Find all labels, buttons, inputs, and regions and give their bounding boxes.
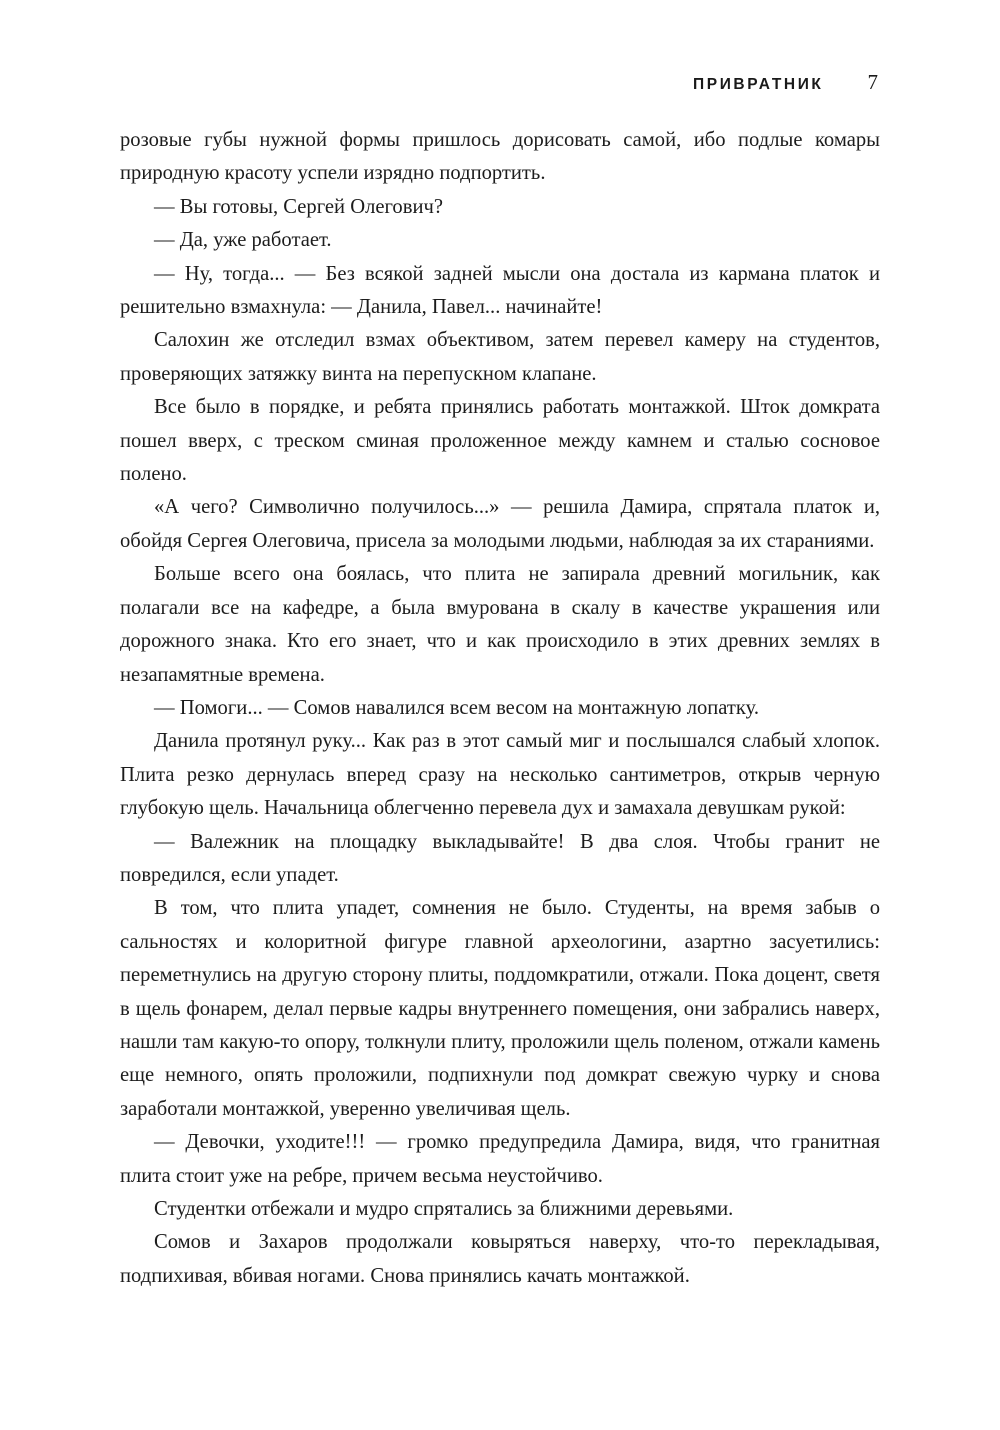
page-number: 7 [867, 70, 878, 94]
running-header [120, 70, 878, 100]
paragraph-continued: розовые губы нужной формы пришлось дорисовать самой, ибо подлые комары природную красоту успели изрядно подпортить. [120, 129, 880, 185]
paragraph: В том, что плита упадет, сомнения не было. Студенты, на время забыв о сальностях и колоритной фигуре главной археологини, азартно засуетились: переметнулись на другую сторону плиты, поддомкратили, отжали. Пока доцент, светя в щель фонарем, делал первые кадры внутреннего помещения, они забрались наверх, нашли там какую-то опору, толкнули плиту, проложили щель поленом, отжали камень еще немного, опять проложили, подпихнули под домкрат свежую чурку и снова заработали монтажкой, уверенно увеличивая щель. [120, 897, 880, 1120]
dialogue-line: — Да, уже работает. [154, 229, 332, 252]
paragraph: Все было в порядке, и ребята принялись работать монтажкой. Шток домкрата пошел вверх, с треском сминая проложенное между камнем и сталью сосновое полено. [120, 396, 880, 486]
paragraph: Салохин же отследил взмах объективом, затем перевел камеру на студентов, проверяющих затяжку винта на перепускном клапане. [120, 329, 880, 385]
paragraph: Сомов и Захаров продолжали ковыряться наверху, что-то перекладывая, подпихивая, вбивая ногами. Снова принялись качать монтажкой. [120, 1231, 880, 1287]
paragraph: Студентки отбежали и мудро спрятались за ближними деревьями. [154, 1198, 734, 1220]
dialogue-line: — Девочки, уходите!!! — громко предупредила Дамира, видя, что гранитная плита стоит уже на ребре, причем весьма неустойчиво. [120, 1131, 880, 1187]
running-title: ПРИВРАТНИК [693, 76, 824, 93]
paragraph: «А чего? Символично получилось...» — решила Дамира, спрятала платок и, обойдя Сергея Олеговича, присела за молодыми людьми, наблюдая за их стараниями. [120, 496, 880, 552]
paragraph: Данила протянул руку... Как раз в этот самый миг и послышался слабый хлопок. Плита резко дернулась вперед сразу на несколько сантиметров, открыв черную глубокую щель. Начальница облегченно перевела дух и замахала девушкам рукой: [120, 730, 880, 820]
paragraph: Больше всего она боялась, что плита не запирала древний могильник, как полагали все на кафедре, а была вмурована в скалу в качестве украшения или дорожного знака. Кто его знает, что и как происходило в этих древних землях в незапамятные времена. [120, 563, 880, 686]
dialogue-line: — Валежник на площадку выкладывайте! В два слоя. Чтобы гранит не повредился, если упадет. [120, 830, 880, 886]
dialogue-line: — Ну, тогда... — Без всякой задней мысли она достала из кармана платок и решительно взмахнула: — Данила, Павел... начинайте! [120, 262, 880, 319]
dialogue-line: — Помоги... — Сомов навалился всем весом на монтажную лопатку. [154, 696, 759, 719]
dialogue-line: — Вы готовы, Сергей Олегович? [154, 195, 443, 218]
body-text [120, 124, 880, 1293]
